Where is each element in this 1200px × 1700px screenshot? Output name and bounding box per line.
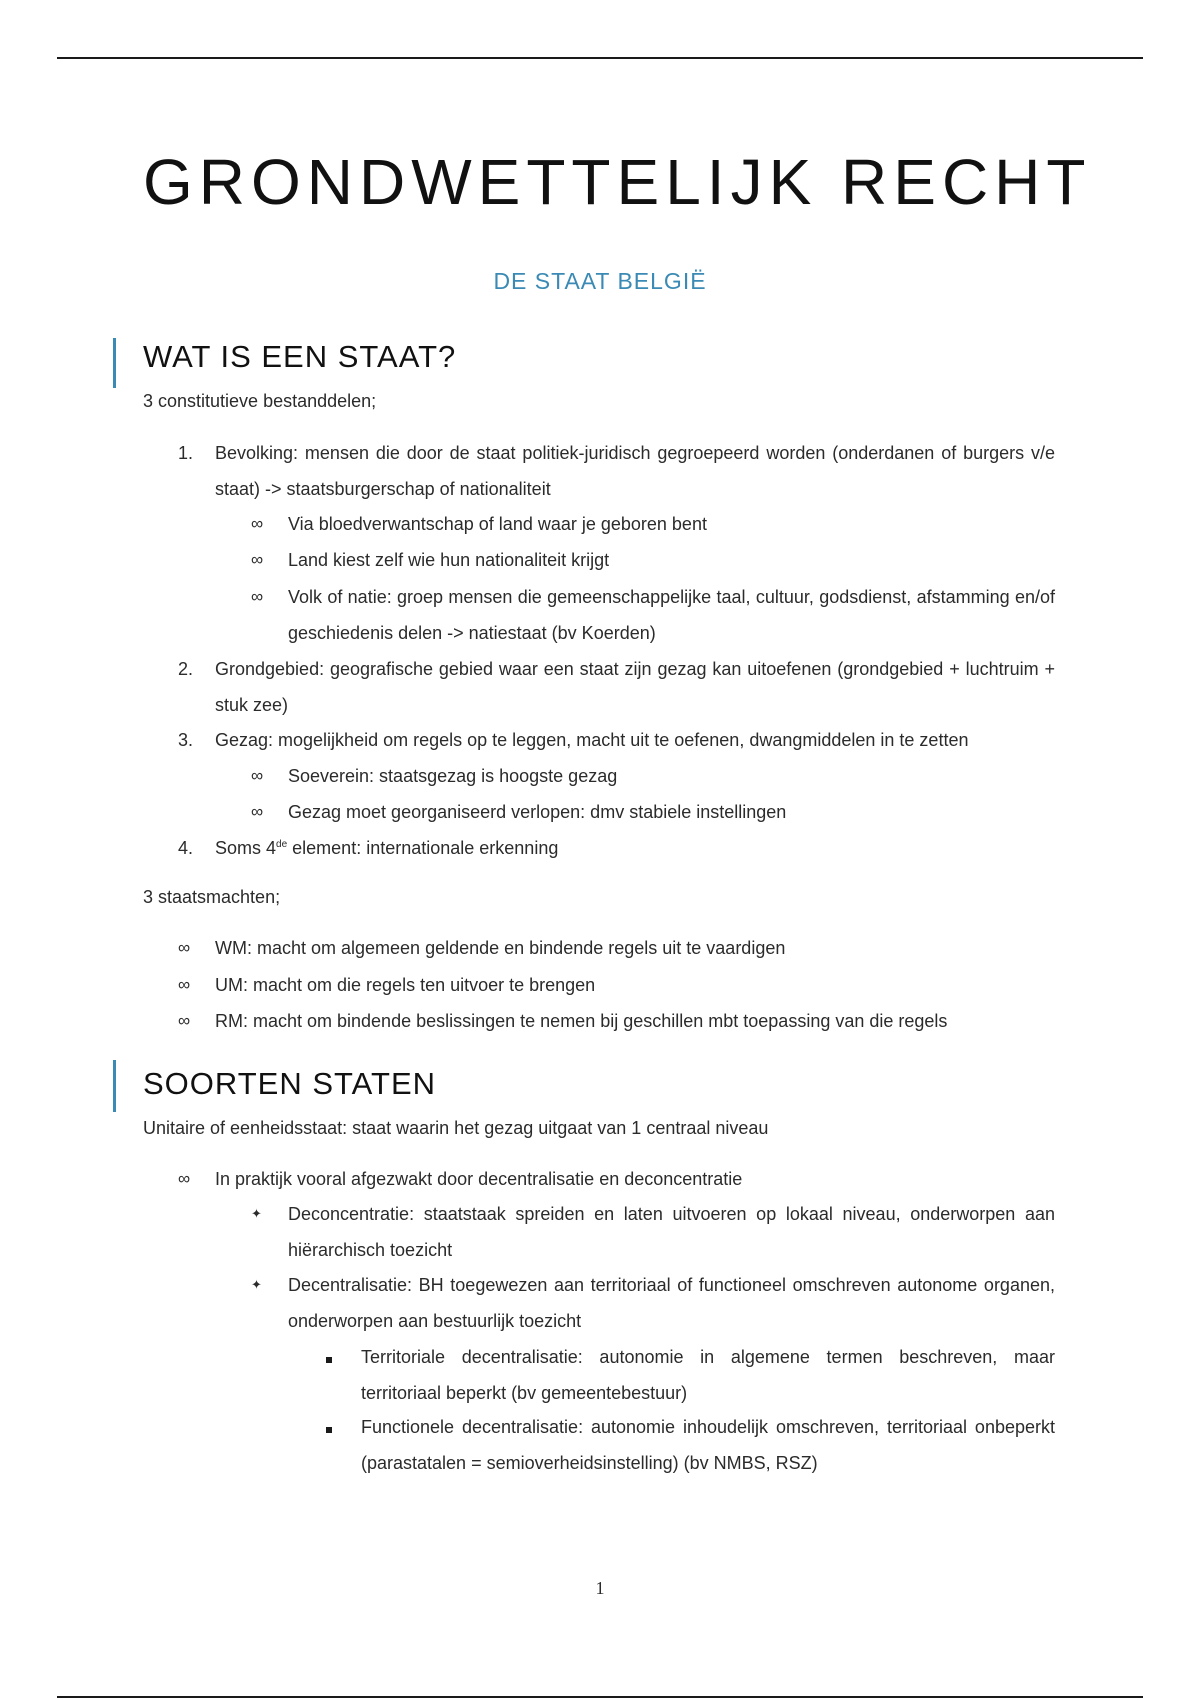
sub-item: Via bloedverwantschap of land waar je geboren bent (288, 514, 707, 534)
sub-item: Land kiest zelf wie hun nationaliteit krijgt (288, 550, 610, 570)
document-title: GRONDWETTELIJK RECHT (143, 146, 1092, 218)
infinity-bullet-icon: ∞ (178, 1011, 191, 1030)
section-heading-soorten-staten: SOORTEN STATEN (143, 1066, 437, 1101)
list-number: 1. (178, 443, 194, 463)
sub-item-deconcentratie: Deconcentratie: staatstaak spreiden en laten uitvoeren op lokaal niveau, onderworpen aan hiërarchisch toezicht (288, 1204, 1055, 1260)
bullet-item: In praktijk vooral afgezwakt door decentralisatie en deconcentratie (215, 1169, 743, 1189)
power-item: WM: macht om algemeen geldende en bindende regels uit te vaardigen (215, 938, 786, 958)
square-bullet-icon (326, 1339, 332, 1375)
section-accent-bar (113, 338, 116, 388)
infinity-bullet-icon: ∞ (251, 766, 264, 785)
item-text: Soms 4 (215, 838, 277, 858)
document-subtitle: DE STAAT BELGIË (493, 268, 707, 294)
subsub-item-territoriale: Territoriale decentralisatie: autonomie in algemene termen beschreven, maar territoriaal beperkt (bv gemeentebestuur) (361, 1347, 1055, 1403)
infinity-bullet-icon: ∞ (251, 587, 264, 606)
section1-intro: 3 constitutieve bestanddelen; (143, 391, 377, 411)
diamond-bullet-icon: ✦ (251, 1277, 262, 1292)
section-heading-wat-is-een-staat: WAT IS EEN STAAT? (143, 339, 457, 374)
sub-item-decentralisatie: Decentralisatie: BH toegewezen aan territoriaal of functioneel omschreven autonome organen, onderworpen aan bestuurlijk toezicht (288, 1275, 1055, 1331)
list-number: 4. (178, 838, 194, 858)
list-number: 2. (178, 659, 194, 679)
powers-intro: 3 staatsmachten; (143, 887, 281, 907)
subsub-item-functionele: Functionele decentralisatie: autonomie inhoudelijk omschreven, territoriaal onbeperkt (parastatalen = semioverheidsinstelling) (bv NMBS, RSZ) (361, 1417, 1055, 1473)
list-item-gezag: Gezag: mogelijkheid om regels op te leggen, macht uit te oefenen, dwangmiddelen in te zetten (215, 730, 969, 750)
list-number: 3. (178, 730, 194, 750)
item-text: element: internationale erkenning (287, 838, 559, 858)
sub-item: Soeverein: staatsgezag is hoogste gezag (288, 766, 618, 786)
infinity-bullet-icon: ∞ (178, 1169, 191, 1188)
infinity-bullet-icon: ∞ (251, 550, 264, 569)
page-number: 1 (595, 1578, 605, 1598)
section-accent-bar (113, 1060, 116, 1112)
sub-item: Volk of natie: groep mensen die gemeenschappelijke taal, cultuur, godsdienst, afstamming en/of geschiedenis delen -> natiestaat (bv Koerden) (288, 587, 1055, 643)
diamond-bullet-icon: ✦ (251, 1206, 262, 1221)
infinity-bullet-icon: ∞ (251, 514, 264, 533)
header-rule (57, 57, 1143, 59)
infinity-bullet-icon: ∞ (178, 938, 191, 957)
infinity-bullet-icon: ∞ (251, 802, 264, 821)
sub-item: Gezag moet georganiseerd verlopen: dmv stabiele instellingen (288, 802, 787, 822)
power-item: UM: macht om die regels ten uitvoer te brengen (215, 975, 596, 995)
superscript: de (276, 839, 288, 850)
footer-rule (57, 1696, 1143, 1698)
section2-intro: Unitaire of eenheidsstaat: staat waarin het gezag uitgaat van 1 centraal niveau (143, 1118, 769, 1138)
infinity-bullet-icon: ∞ (178, 975, 191, 994)
square-bullet-icon (326, 1409, 332, 1445)
list-item-erkenning (215, 830, 1055, 866)
list-item-bevolking: Bevolking: mensen die door de staat politiek-juridisch gegroepeerd worden (onderdanen of burgers v/e staat) -> staatsburgerschap of nationaliteit (215, 443, 1055, 499)
list-item-grondgebied: Grondgebied: geografische gebied waar een staat zijn gezag kan uitoefenen (grondgebied + luchtruim + stuk zee) (215, 659, 1055, 715)
power-item: RM: macht om bindende beslissingen te nemen bij geschillen mbt toepassing van die regels (215, 1011, 948, 1031)
